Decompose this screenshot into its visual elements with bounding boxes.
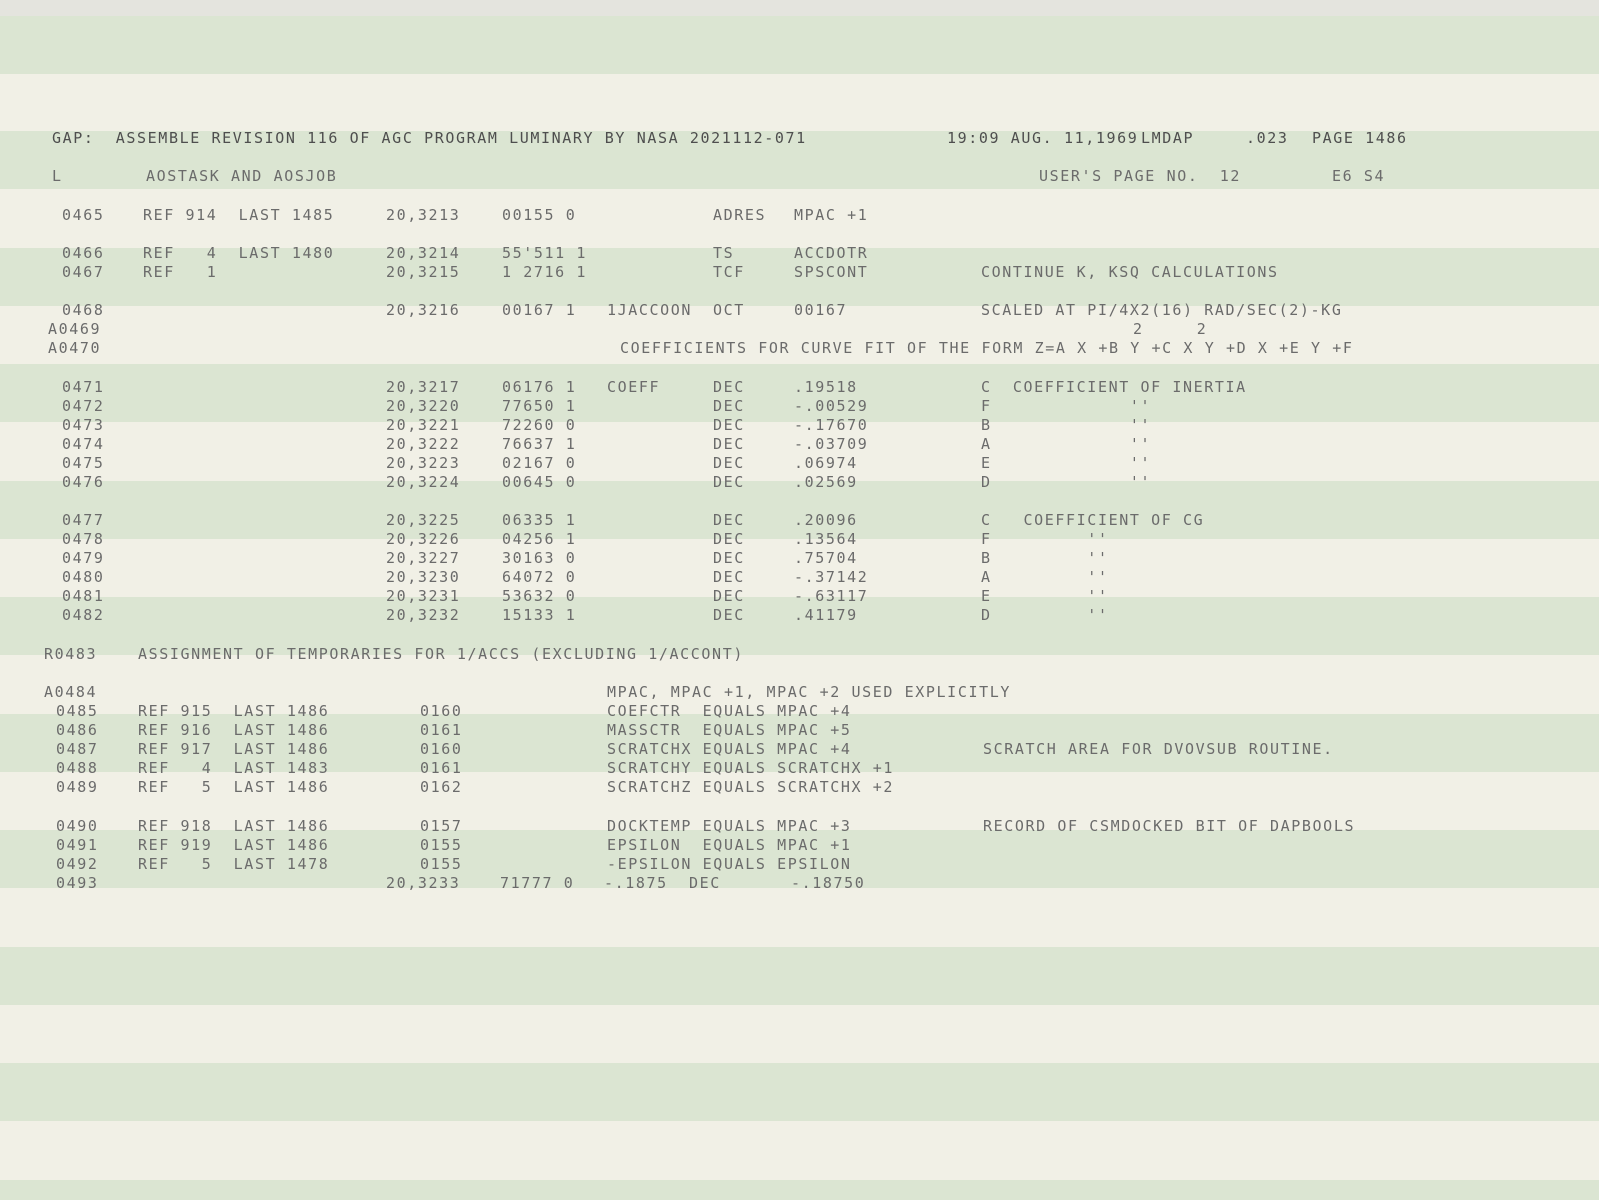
line-comment: D '' [981,606,1109,624]
line-number: 0486 [56,721,99,739]
line-ref: REF 1 [143,263,218,281]
line-address: 20,3231 [386,587,461,605]
line-number: 0492 [56,855,99,873]
page-header [0,128,1599,148]
line-operand: -.17670 [794,416,869,434]
line-number: 0474 [62,435,105,453]
listing-line [0,205,1599,225]
subheader-title: AOSTASK AND AOSJOB [146,167,338,185]
line-operand: SPSCONT [794,263,869,281]
line-address: 20,3214 [386,244,461,262]
listing-line [0,586,1599,606]
line-operand: -.18750 [791,874,866,892]
line-ref: REF 5 LAST 1478 [138,855,330,873]
line-number: 0467 [62,263,105,281]
line-opcode: DEC [713,606,745,624]
line-octal: 55'511 1 [502,244,588,262]
line-octal: 06335 1 [502,511,577,529]
line-opcode: DEC [713,511,745,529]
line-number: 0491 [56,836,99,854]
line-label: MPAC, MPAC +1, MPAC +2 USED EXPLICITLY [607,683,1011,701]
listing-line [0,777,1599,797]
line-opcode: DEC [713,587,745,605]
listing-line [0,453,1599,473]
line-operand: .06974 [794,454,858,472]
line-comment: A '' [981,435,1152,453]
line-number: 0471 [62,378,105,396]
line-opcode: DEC [713,530,745,548]
listing-line [0,644,1599,664]
listing-line [0,548,1599,568]
line-number: 0490 [56,817,99,835]
line-address: 20,3225 [386,511,461,529]
line-address: 0160 [420,740,463,758]
line-octal: 76637 1 [502,435,577,453]
line-octal: 00645 0 [502,473,577,491]
header-code: .023 [1246,129,1289,147]
line-address: 20,3217 [386,378,461,396]
subheader-code: E6 S4 [1332,167,1386,185]
line-opcode: TS [713,244,735,262]
line-label: -.1875 DEC [604,874,721,892]
listing-line [0,262,1599,282]
listing-line [0,567,1599,587]
subheader-flag: L [52,167,63,185]
line-comment: SCRATCH AREA FOR DVOVSUB ROUTINE. [983,740,1334,758]
line-opcode: TCF [713,263,745,281]
listing-line [0,377,1599,397]
line-address: 20,3227 [386,549,461,567]
line-comment: C COEFFICIENT OF INERTIA [981,378,1247,396]
line-comment: SCALED AT PI/4X2(16) RAD/SEC(2)-KG [981,301,1343,319]
line-address: 20,3216 [386,301,461,319]
line-operand: MPAC +1 [794,206,869,224]
line-label: -EPSILON EQUALS EPSILON [607,855,852,873]
line-number: 0482 [62,606,105,624]
listing-line [0,758,1599,778]
line-label: COEFF [607,378,661,396]
line-address: 0161 [420,759,463,777]
line-number: A0469 [48,320,102,338]
line-address: 20,3223 [386,454,461,472]
line-number: 0476 [62,473,105,491]
line-comment: F '' [981,397,1152,415]
line-number: 0465 [62,206,105,224]
line-address: 20,3220 [386,397,461,415]
line-octal: 1 2716 1 [502,263,588,281]
line-comment: RECORD OF CSMDOCKED BIT OF DAPBOOLS [983,817,1356,835]
line-label: COEFFICIENTS FOR CURVE FIT OF THE FORM Z=A X +B Y +C X Y +D X +E Y +F [620,339,1354,357]
listing-line [0,605,1599,625]
line-ref: REF 916 LAST 1486 [138,721,330,739]
line-address: 20,3222 [386,435,461,453]
line-label: SCRATCHY EQUALS SCRATCHX +1 [607,759,895,777]
listing-line [0,510,1599,530]
line-ref: REF 4 LAST 1480 [143,244,335,262]
line-comment: CONTINUE K, KSQ CALCULATIONS [981,263,1279,281]
line-label: DOCKTEMP EQUALS MPAC +3 [607,817,852,835]
line-number: 0468 [62,301,105,319]
line-number: 0481 [62,587,105,605]
line-remark: ASSIGNMENT OF TEMPORARIES FOR 1/ACCS (EXCLUDING 1/ACCONT) [138,645,744,663]
line-address: 0155 [420,836,463,854]
line-ref: REF 5 LAST 1486 [138,778,330,796]
line-number: 0487 [56,740,99,758]
line-number: 0480 [62,568,105,586]
line-opcode: DEC [713,549,745,567]
header-page-number: PAGE 1486 [1312,129,1408,147]
header-title: GAP: ASSEMBLE REVISION 116 OF AGC PROGRAM LUMINARY BY NASA 2021112-071 [52,129,807,147]
line-address: 0155 [420,855,463,873]
line-comment: C COEFFICIENT OF CG [981,511,1205,529]
line-label: SCRATCHX EQUALS MPAC +4 [607,740,852,758]
line-operand: .20096 [794,511,858,529]
line-comment: F '' [981,530,1109,548]
listing-line [0,472,1599,492]
listing-line [0,816,1599,836]
line-ref: REF 919 LAST 1486 [138,836,330,854]
line-number: 0472 [62,397,105,415]
line-octal: 06176 1 [502,378,577,396]
line-number: 0493 [56,874,99,892]
line-number: 0478 [62,530,105,548]
line-opcode: DEC [713,568,745,586]
header-timestamp: 19:09 AUG. 11,1969 [947,129,1139,147]
line-comment: B '' [981,549,1109,567]
listing-line [0,739,1599,759]
line-label: 1JACCOON [607,301,693,319]
line-address: 20,3215 [386,263,461,281]
line-octal: 02167 0 [502,454,577,472]
line-address: 20,3233 [386,874,461,892]
line-operand: .19518 [794,378,858,396]
line-operand: -.37142 [794,568,869,586]
line-ref: REF 4 LAST 1483 [138,759,330,777]
line-number: 0489 [56,778,99,796]
line-address: 0157 [420,817,463,835]
line-operand: -.63117 [794,587,869,605]
line-label: COEFCTR EQUALS MPAC +4 [607,702,852,720]
line-opcode: DEC [713,454,745,472]
line-address: 20,3213 [386,206,461,224]
line-address: 20,3232 [386,606,461,624]
line-number: 0475 [62,454,105,472]
line-octal: 64072 0 [502,568,577,586]
line-number: A0484 [44,683,98,701]
line-ref: REF 914 LAST 1485 [143,206,335,224]
line-number: A0470 [48,339,102,357]
line-opcode: DEC [713,435,745,453]
line-address: 0160 [420,702,463,720]
listing-line [0,854,1599,874]
listing-line [0,338,1599,358]
listing-line [0,529,1599,549]
listing-line [0,243,1599,263]
line-comment: 2 2 [1133,320,1208,338]
line-operand: .13564 [794,530,858,548]
line-ref: REF 917 LAST 1486 [138,740,330,758]
line-octal: 15133 1 [502,606,577,624]
line-octal: 04256 1 [502,530,577,548]
page-subheader [0,166,1599,186]
line-octal: 72260 0 [502,416,577,434]
line-operand: .02569 [794,473,858,491]
line-address: 20,3230 [386,568,461,586]
line-operand: .75704 [794,549,858,567]
line-octal: 30163 0 [502,549,577,567]
listing-line [0,319,1599,339]
line-opcode: DEC [713,378,745,396]
line-opcode: ADRES [713,206,767,224]
line-opcode: DEC [713,416,745,434]
listing-line [0,396,1599,416]
line-octal: 00167 1 [502,301,577,319]
line-number: R0483 [44,645,98,663]
line-operand: .41179 [794,606,858,624]
line-number: 0466 [62,244,105,262]
header-module: LMDAP [1141,129,1195,147]
line-comment: E '' [981,454,1152,472]
line-label: MASSCTR EQUALS MPAC +5 [607,721,852,739]
line-operand: 00167 [794,301,848,319]
listing-line [0,434,1599,454]
line-octal: 00155 0 [502,206,577,224]
line-comment: D '' [981,473,1152,491]
line-opcode: OCT [713,301,745,319]
line-address: 0161 [420,721,463,739]
line-operand: -.03709 [794,435,869,453]
line-number: 0479 [62,549,105,567]
listing-line [0,873,1599,893]
line-label: SCRATCHZ EQUALS SCRATCHX +2 [607,778,895,796]
line-address: 20,3226 [386,530,461,548]
line-number: 0485 [56,702,99,720]
line-label: EPSILON EQUALS MPAC +1 [607,836,852,854]
line-opcode: DEC [713,397,745,415]
line-comment: E '' [981,587,1109,605]
line-comment: B '' [981,416,1152,434]
listing-line [0,835,1599,855]
listing-line [0,415,1599,435]
user-page-number: USER'S PAGE NO. 12 [1039,167,1241,185]
line-number: 0477 [62,511,105,529]
listing-line [0,701,1599,721]
line-octal: 71777 0 [500,874,575,892]
line-number: 0488 [56,759,99,777]
line-ref: REF 915 LAST 1486 [138,702,330,720]
line-octal: 77650 1 [502,397,577,415]
line-operand: ACCDOTR [794,244,869,262]
line-operand: -.00529 [794,397,869,415]
listing-line [0,682,1599,702]
line-ref: REF 918 LAST 1486 [138,817,330,835]
line-octal: 53632 0 [502,587,577,605]
line-opcode: DEC [713,473,745,491]
line-comment: A '' [981,568,1109,586]
line-address: 20,3224 [386,473,461,491]
line-address: 20,3221 [386,416,461,434]
line-number: 0473 [62,416,105,434]
line-address: 0162 [420,778,463,796]
listing-line [0,300,1599,320]
listing-line [0,720,1599,740]
